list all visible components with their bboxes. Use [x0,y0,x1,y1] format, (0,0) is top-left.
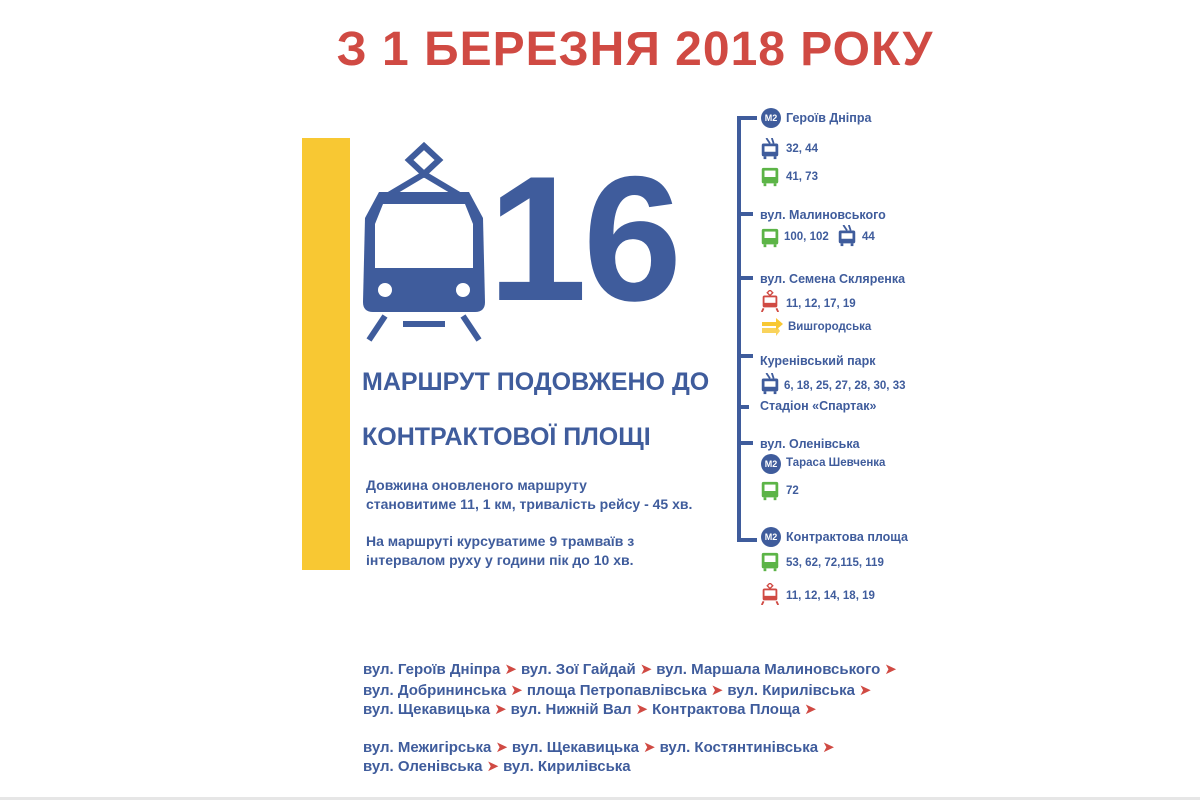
info-paragraph-1 [366,476,726,514]
route-spine-gap [737,364,741,408]
street: вул. Добрининська [363,682,507,699]
trolleybus-icon [760,138,780,160]
red-arrow-icon: ➤ [639,661,653,678]
metro-m2-icon: M2 [761,454,781,474]
street: вул. Межигірська [363,739,492,756]
street: вул. Маршала Малиновського [656,661,881,678]
stop2-bus-routes: 100, 102 [784,231,829,243]
street: вул. Оленівська [363,758,483,775]
tram-icon-small [760,290,780,312]
street: вул. Костянтинівська [659,739,819,756]
stop-tick [737,354,753,358]
rail-arrows-icon [760,317,784,337]
stop-heroiv-dnipra: Героїв Дніпра [786,111,872,125]
tram-icon [357,140,491,346]
red-arrow-icon: ➤ [510,682,523,699]
red-arrow-icon: ➤ [504,661,517,678]
red-arrow-icon: ➤ [710,682,724,699]
info-p2-line2: інтервалом руху у години пік до 10 хв. [366,552,634,568]
stop-tick [737,116,757,120]
stop-semena-skliarenka: вул. Семена Скляренка [760,272,906,286]
street: вул. Кирилівська [727,682,855,699]
red-arrow-icon: ➤ [884,661,897,678]
stop-tick [737,441,753,445]
route-spine [737,116,741,542]
route-return-line-1 [363,738,839,756]
street: Контрактова Площа [652,701,801,718]
stop1-trolley-routes: 32, 44 [786,143,818,155]
info-p2-line1: На маршруті курсуватиме 9 трамваїв з [366,533,635,549]
bus-icon [760,166,780,188]
info-paragraph-2 [366,532,726,570]
red-arrow-icon: ➤ [635,701,649,718]
route-number: 16 [488,139,678,338]
route-forward-line-1 [363,660,901,678]
street: вул. Нижній Вал [510,701,632,718]
street: вул. Героїв Дніпра [363,661,501,678]
announcement-line-2: КОНТРАКТОВОЇ ПЛОЩІ [362,423,651,451]
red-arrow-icon: ➤ [804,701,817,718]
bus-icon [760,227,780,249]
stop3-rail-label: Вишгородська [788,321,872,333]
red-arrow-icon: ➤ [486,758,500,775]
red-arrow-icon: ➤ [494,701,507,718]
yellow-accent-bar [302,138,350,570]
red-arrow-icon: ➤ [643,739,656,756]
trolleybus-icon [837,225,857,247]
red-arrow-icon: ➤ [495,739,508,756]
stop1-bus-routes: 41, 73 [786,171,818,183]
stop-kurenivskyi-park: Куренівський парк [760,354,876,368]
announcement-line-1: МАРШРУТ ПОДОВЖЕНО ДО [362,368,710,396]
bus-icon [760,551,780,573]
stop-tick [737,538,757,542]
stop6-bus-routes: 53, 62, 72,115, 119 [786,557,884,569]
bus-icon [760,480,780,502]
stop5-bus-routes: 72 [786,485,799,497]
stop-kontraktova-ploshcha: Контрактова площа [786,530,908,544]
stop4-trolley-routes: 6, 18, 25, 27, 28, 30, 33 [784,380,906,392]
stop-tick [737,212,753,216]
stop3-tram-routes: 11, 12, 17, 19 [786,298,856,310]
trolleybus-icon [760,373,780,395]
metro-m2-icon: M2 [761,527,781,547]
stop-tick [737,276,753,280]
route-forward-line-2 [363,681,876,699]
route-return-line-2 [363,757,631,775]
stop6-tram-routes: 11, 12, 14, 18, 19 [786,590,875,602]
red-arrow-icon: ➤ [822,739,835,756]
red-arrow-icon: ➤ [858,682,872,699]
tram-icon-small [760,583,780,605]
stop2-trolley-routes: 44 [862,231,875,243]
street: вул. Щекавицька [363,701,491,718]
stop-malynovskoho: вул. Малиновського [760,208,886,222]
info-p1-line2: становитиме 11, 1 км, тривалість рейсу - 45 хв. [366,496,693,512]
headline: З 1 БЕРЕЗНЯ 2018 РОКУ [336,23,934,76]
stop-stadion-spartak: Стадіон «Спартак» [760,399,877,413]
route-forward-line-3 [363,700,821,718]
stop5-metro-label: Тараса Шевченка [786,457,886,469]
metro-m2-icon: M2 [761,108,781,128]
stop-olenivska: вул. Оленівська [760,437,860,451]
street: вул. Кирилівська [503,758,631,775]
street: вул. Зої Гайдай [520,661,636,678]
info-p1-line1: Довжина оновленого маршруту [366,477,587,493]
street: площа Петропавлівська [526,682,707,699]
street: вул. Щекавицька [511,739,639,756]
